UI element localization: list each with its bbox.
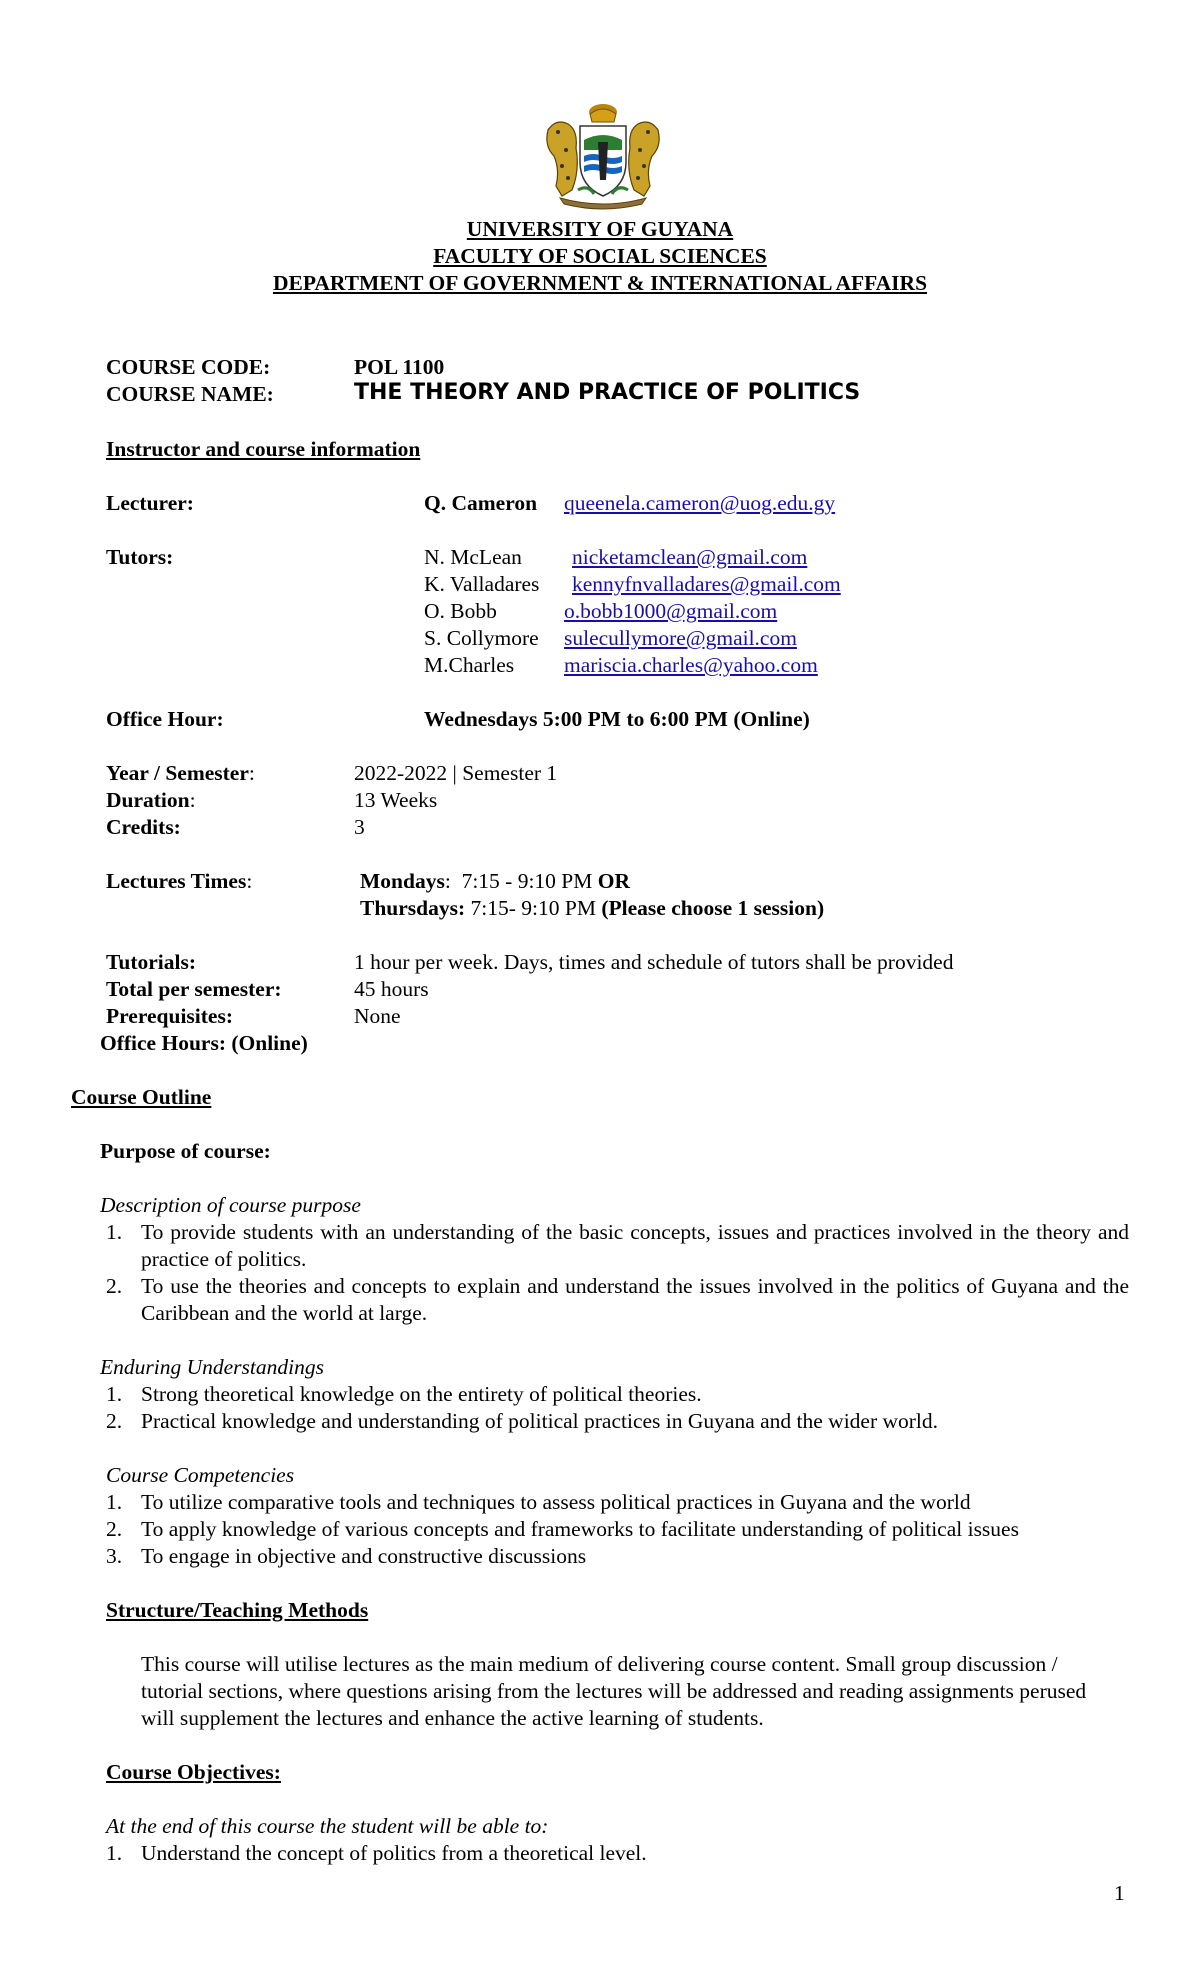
list-number: 1. <box>106 1490 123 1514</box>
department-title: DEPARTMENT OF GOVERNMENT & INTERNATIONAL AFFAIRS <box>272 271 928 295</box>
total-per-semester-label: Total per semester: <box>106 977 282 1001</box>
competencies-heading: Course Competencies <box>106 1463 295 1487</box>
credits-label: Credits: <box>106 815 181 839</box>
mondays-line: Mondays: 7:15 - 9:10 PM OR <box>360 869 630 893</box>
tutor-name: S. Collymore <box>424 626 539 650</box>
list-number: 2. <box>106 1274 123 1298</box>
credits-value: 3 <box>354 815 365 839</box>
course-code: POL 1100 <box>354 355 445 379</box>
tutors-label: Tutors: <box>106 545 174 569</box>
office-hour-label: Office Hour: <box>106 707 224 731</box>
tutor-email-link[interactable]: sulecullymore@gmail.com <box>564 626 797 650</box>
course-outline-heading: Course Outline <box>71 1085 212 1109</box>
tutor-email-link[interactable]: o.bobb1000@gmail.com <box>564 599 778 623</box>
duration-label: Duration: <box>106 788 196 812</box>
instructor-info-heading: Instructor and course information <box>106 437 421 461</box>
tutor-email-link[interactable]: nicketamclean@gmail.com <box>572 545 808 569</box>
description-item: To use the theories and concepts to explain and understand the issues involved in the politics of Guyana and the Caribbean and the world at large. <box>141 1274 1129 1325</box>
faculty-title: FACULTY OF SOCIAL SCIENCES <box>433 244 767 268</box>
list-number: 2. <box>106 1409 123 1433</box>
thursdays-line: Thursdays: 7:15- 9:10 PM (Please choose 1 session) <box>360 896 825 920</box>
university-title: UNIVERSITY OF GUYANA <box>466 217 734 241</box>
year-label-text: Year / Semester <box>106 761 249 785</box>
list-number: 2. <box>106 1517 123 1541</box>
purpose-heading: Purpose of course: <box>100 1139 271 1163</box>
lecturer-label: Lecturer: <box>106 491 194 515</box>
description-item: To provide students with an understanding of the basic concepts, issues and practices involved in the theory and practice of politics. <box>141 1220 1129 1271</box>
prerequisites-label: Prerequisites: <box>106 1004 233 1028</box>
prerequisites-value: None <box>354 1004 401 1028</box>
mondays-time: 7:15 - 9:10 PM <box>461 869 593 893</box>
objective-item: Understand the concept of politics from a theoretical level. <box>141 1841 647 1865</box>
description-heading: Description of course purpose <box>100 1193 361 1217</box>
lectures-times-label-text: Lectures Times <box>106 869 247 893</box>
page-number: 1 <box>1114 1881 1125 1905</box>
list-number: 1. <box>106 1220 123 1244</box>
or-text: OR <box>597 869 630 893</box>
tutor-name: N. McLean <box>424 545 522 569</box>
thursdays-time: 7:15- 9:10 PM <box>470 896 596 920</box>
lecturer-email-link[interactable]: queenela.cameron@uog.edu.gy <box>564 491 836 515</box>
structure-paragraph: This course will utilise lectures as the main medium of delivering course content. Small group discussion / tutorial sections, where questions arising from the lectures will be addressed and reading assignments perused will supplement the lectures and enhance the active learning of students. <box>141 1652 1087 1730</box>
tutor-email-link[interactable]: mariscia.charles@yahoo.com <box>564 653 818 677</box>
office-hour-value: Wednesdays 5:00 PM to 6:00 PM (Online) <box>424 707 810 731</box>
objectives-intro: At the end of this course the student will be able to: <box>106 1814 549 1838</box>
lectures-times-label: Lectures Times: <box>106 869 253 893</box>
course-code-label: COURSE CODE: <box>106 355 271 379</box>
list-number: 1. <box>106 1841 123 1865</box>
course-name: THE THEORY AND PRACTICE OF POLITICS <box>354 380 861 405</box>
competency-item: To engage in objective and constructive discussions <box>141 1544 587 1568</box>
choose-session-note: Please choose 1 session <box>608 896 817 920</box>
year-label: Year / Semester: <box>106 761 255 785</box>
objectives-heading: Course Objectives: <box>106 1760 281 1784</box>
enduring-item: Practical knowledge and understanding of political practices in Guyana and the wider world. <box>141 1409 939 1433</box>
tutorials-label: Tutorials: <box>106 950 196 974</box>
year-value: 2022-2022 | Semester 1 <box>354 761 558 785</box>
duration-label-text: Duration <box>106 788 190 812</box>
competency-item: To utilize comparative tools and techniques to assess political practices in Guyana and the world <box>141 1490 971 1514</box>
coat-of-arms-logo <box>538 100 668 210</box>
mondays-label: Mondays <box>360 869 445 893</box>
office-hours-online-label: Office Hours: (Online) <box>100 1031 308 1055</box>
duration-value: 13 Weeks <box>354 788 438 812</box>
tutor-name: M.Charles <box>424 653 515 677</box>
enduring-heading: Enduring Understandings <box>100 1355 324 1379</box>
tutor-email-link[interactable]: kennyfnvalladares@gmail.com <box>572 572 841 596</box>
list-number: 1. <box>106 1382 123 1406</box>
tutorials-value: 1 hour per week. Days, times and schedule of tutors shall be provided <box>354 950 954 974</box>
thursdays-label: Thursdays: <box>360 896 466 920</box>
structure-heading: Structure/Teaching Methods <box>106 1598 369 1622</box>
list-number: 3. <box>106 1544 123 1568</box>
tutor-name: O. Bobb <box>424 599 497 623</box>
total-per-semester-value: 45 hours <box>354 977 429 1001</box>
tutor-name: K. Valladares <box>424 572 540 596</box>
lecturer-name: Q. Cameron <box>424 491 538 515</box>
enduring-item: Strong theoretical knowledge on the entirety of political theories. <box>141 1382 702 1406</box>
competency-item: To apply knowledge of various concepts and frameworks to facilitate understanding of political issues <box>141 1517 1019 1541</box>
course-name-label: COURSE NAME: <box>106 382 274 406</box>
